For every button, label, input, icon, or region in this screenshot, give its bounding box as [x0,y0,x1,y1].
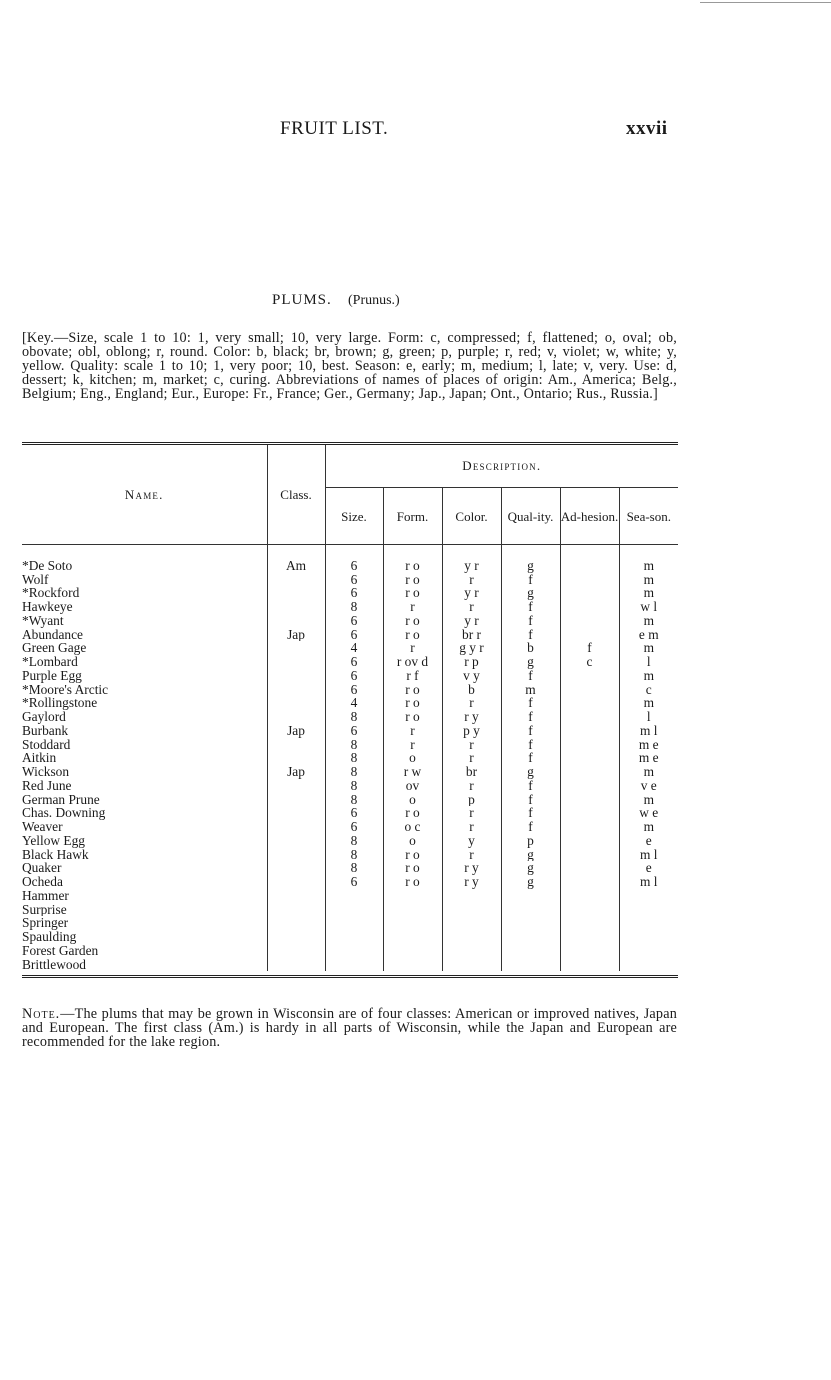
cell-season: m e [638,737,659,752]
table-row [22,655,678,669]
cell-color [442,930,501,944]
cell-color [442,916,501,930]
cell-quality: b [501,641,560,655]
cell-quality: f [501,779,560,793]
cell-adhesion [560,848,619,862]
cell-form: r [383,724,442,738]
cell-name: Surprise [22,903,267,917]
cell-form: r f [383,669,442,683]
key-paragraph: [Key.—Size, scale 1 to 10: 1, very small; 10, very large. Form: c, compressed; f, flattened; o, oval; ob, obovate; obl, oblong; r, round. Color: b, black; br, brown; g, green; p, purple; r, red; v, violet; w, white; y, yellow. Quality: scale 1 to 10; 1, very poor; 10, best. Season: e, early; m, medium; l, late; v, very. Use: d, dessert; k, kitchen; m, market; c, curing. Abbreviations of names of places of origin: Am., America; Belg., Belgium; Eng., England; Eur., Europe: Fr., France; Ger., Germany; Jap., Japan; Ont., Ontario; Rus., Russia.] [22,330,677,402]
table-row [22,765,678,779]
cell-quality [501,903,560,917]
cell-class [267,958,325,972]
table-row [22,696,678,710]
table-row [22,930,678,944]
cell-size: 8 [325,765,383,779]
cell-quality: g [501,655,560,669]
cell-adhesion [560,916,619,930]
cell-class [267,696,325,710]
cell-class [267,820,325,834]
cell-season: e m [638,627,659,642]
cell-adhesion [560,628,619,642]
table-row [22,586,678,600]
cell-class [267,738,325,752]
cell-name: Wolf [22,573,267,587]
cell-name: Purple Egg [22,669,267,683]
table-row [22,820,678,834]
cell-season [619,889,678,903]
cell-name: Black Hawk [22,848,267,862]
cell-size: 4 [325,641,383,655]
cell-color: r [442,820,501,834]
cell-color: r [442,738,501,752]
table-row [22,916,678,930]
cell-name: Wickson [22,765,267,779]
cell-adhesion [560,958,619,972]
cell-color: r y [442,875,501,889]
cell-color [442,958,501,972]
running-head [0,118,831,142]
cell-class [267,669,325,683]
cell-quality: g [501,875,560,889]
cell-class: Am [267,559,325,573]
cell-quality: f [501,724,560,738]
cell-name: *Moore's Arctic [22,683,267,697]
cell-quality: f [501,600,560,614]
cell-adhesion: c [560,655,619,669]
header-form: Form. [383,488,442,545]
cell-name: Green Gage [22,641,267,655]
cell-form: o c [383,820,442,834]
cell-color: r [442,600,501,614]
cell-adhesion [560,586,619,600]
table-row [22,903,678,917]
cell-name: Spaulding [22,930,267,944]
cell-quality: g [501,765,560,779]
cell-size [325,958,383,972]
cell-form: ov [383,779,442,793]
cell-quality [501,889,560,903]
cell-size: 6 [325,875,383,889]
cell-adhesion [560,793,619,807]
cell-class [267,779,325,793]
cell-season: m [643,558,654,573]
cell-adhesion [560,600,619,614]
cell-adhesion [560,820,619,834]
cell-season: m [643,792,654,807]
header-description: Description. [325,445,678,488]
cell-quality: g [501,861,560,875]
cell-form [383,916,442,930]
cell-name: Aitkin [22,751,267,765]
cell-season: l [646,710,651,724]
cell-color: br r [442,628,501,642]
cell-color: r [442,696,501,710]
cell-season: m [643,696,654,710]
cell-color: r y [442,861,501,875]
cell-adhesion [560,751,619,765]
table-row [22,751,678,765]
cell-form: r o [383,614,442,628]
table-row [22,958,678,972]
cell-class: Jap [267,765,325,779]
cell-color: p y [442,724,501,738]
cell-class [267,848,325,862]
cell-season [619,916,678,930]
table-row [22,559,678,573]
cell-class [267,641,325,655]
cell-season: e [645,861,652,875]
cell-name: *Lombard [22,655,267,669]
cell-size: 4 [325,696,383,710]
cell-quality [501,944,560,958]
cell-color: r p [442,655,501,669]
table-body [22,545,678,972]
cell-class [267,944,325,958]
table-row [22,889,678,903]
cell-name: Springer [22,916,267,930]
cell-size: 6 [325,669,383,683]
cell-size: 8 [325,779,383,793]
cell-color: g y r [442,641,501,655]
cell-season: e [645,833,652,848]
cell-form: r o [383,696,442,710]
cell-color: r y [442,710,501,724]
cell-name: *De Soto [22,559,267,573]
cell-name: Forest Garden [22,944,267,958]
table-row [22,600,678,614]
cell-class [267,614,325,628]
cell-season [619,903,678,917]
cell-class [267,861,325,875]
cell-class [267,806,325,820]
table-row [22,738,678,752]
cell-form: o [383,834,442,848]
cell-class [267,683,325,697]
cell-season: m [643,668,654,683]
cell-quality [501,930,560,944]
cell-class [267,903,325,917]
cell-adhesion [560,875,619,889]
header-color: Color. [442,488,501,545]
cell-form [383,903,442,917]
cell-form: r ov d [383,655,442,669]
header-size: Size. [325,488,383,545]
cell-quality: f [501,669,560,683]
cell-adhesion [560,573,619,587]
table-row [22,848,678,862]
cell-adhesion [560,779,619,793]
cell-name: Brittlewood [22,958,267,972]
table-row [22,779,678,793]
cell-name: Yellow Egg [22,834,267,848]
cell-adhesion [560,834,619,848]
cell-season: w e [639,806,659,820]
cell-form: o [383,751,442,765]
cell-adhesion: f [560,641,619,655]
cell-quality [501,916,560,930]
cell-form [383,958,442,972]
table-row [22,793,678,807]
table-row [22,573,678,587]
cell-form: r o [383,806,442,820]
table-row [22,806,678,820]
cell-adhesion [560,861,619,875]
table-row [22,944,678,958]
cell-quality: f [501,614,560,628]
cell-quality: f [501,806,560,820]
table-row [22,861,678,875]
cell-form [383,944,442,958]
cell-form: r o [383,586,442,600]
cell-adhesion [560,683,619,697]
plums-table [22,445,678,971]
cell-quality: g [501,848,560,862]
cell-quality: f [501,573,560,587]
cell-adhesion [560,710,619,724]
table-row [22,724,678,738]
cell-form: r o [383,573,442,587]
cell-size: 6 [325,683,383,697]
cell-quality: f [501,696,560,710]
cell-size: 8 [325,848,383,862]
cell-quality: f [501,793,560,807]
cell-class: Jap [267,628,325,642]
cell-size: 6 [325,614,383,628]
cell-name: Ocheda [22,875,267,889]
cell-quality: f [501,751,560,765]
cell-season: m [643,613,654,628]
cell-color: p [442,793,501,807]
cell-adhesion [560,738,619,752]
cell-adhesion [560,889,619,903]
cell-class [267,875,325,889]
cell-form: r [383,738,442,752]
table-row [22,683,678,697]
cell-quality: f [501,820,560,834]
cell-form: r o [383,861,442,875]
cell-quality: f [501,628,560,642]
cell-quality [501,958,560,972]
cell-class [267,573,325,587]
cell-season: w l [640,600,658,614]
cell-season: m [643,641,654,655]
table-row [22,834,678,848]
note-text: —The plums that may be grown in Wisconsin are of four classes: American or improved natives, Japan and European. The first class (Am.) is hardy in all parts of Wisconsin, while the Japan and European are recommended for the lake region. [22,1006,677,1050]
cell-size: 8 [325,793,383,807]
spacer-row [22,545,678,559]
cell-season [619,944,678,958]
cell-color: r [442,848,501,862]
cell-color: b [442,683,501,697]
cell-quality: m [501,683,560,697]
plums-table-container [22,442,678,978]
cell-form [383,889,442,903]
table-row [22,710,678,724]
cell-name: *Rollingstone [22,696,267,710]
cell-size: 6 [325,559,383,573]
cell-class [267,889,325,903]
header-adhesion: Ad-hesion. [560,488,619,545]
cell-form: r o [383,875,442,889]
cell-class [267,793,325,807]
cell-class [267,655,325,669]
cell-name: Hammer [22,889,267,903]
cell-adhesion [560,944,619,958]
cell-adhesion [560,669,619,683]
table-row [22,875,678,889]
cell-color: y r [442,559,501,573]
page-title: FRUIT LIST. [280,118,389,139]
cell-quality: p [501,834,560,848]
table-bottom-rule [22,975,678,978]
cell-size: 6 [325,573,383,587]
cell-name: Chas. Downing [22,806,267,820]
cell-quality: g [501,559,560,573]
cell-size: 6 [325,820,383,834]
cell-color: br [442,765,501,779]
cell-size: 6 [325,586,383,600]
cell-class [267,600,325,614]
header-season: Sea-son. [619,488,678,545]
cell-name: Gaylord [22,710,267,724]
cell-size [325,903,383,917]
cell-size [325,930,383,944]
cell-name: Abundance [22,628,267,642]
cell-adhesion [560,614,619,628]
cell-form: r o [383,628,442,642]
cell-size: 8 [325,861,383,875]
header-name: Name. [22,445,267,545]
cell-color [442,944,501,958]
cell-adhesion [560,765,619,779]
cell-name: Hawkeye [22,600,267,614]
cell-class: Jap [267,724,325,738]
cell-season: m [643,820,654,834]
cell-season [619,958,678,972]
cell-color: y [442,834,501,848]
cell-color [442,889,501,903]
cell-adhesion [560,806,619,820]
cell-color: r [442,573,501,587]
cell-form: o [383,793,442,807]
cell-size: 6 [325,655,383,669]
cell-form: r o [383,683,442,697]
cell-quality: f [501,710,560,724]
cell-color: r [442,779,501,793]
cell-season: c [645,682,652,697]
cell-season: m e [638,751,659,765]
cell-size: 6 [325,724,383,738]
cell-name: Quaker [22,861,267,875]
cell-form: r o [383,710,442,724]
cell-size [325,944,383,958]
note-paragraph [22,1007,677,1049]
cell-size: 8 [325,600,383,614]
cell-class [267,751,325,765]
cell-class [267,916,325,930]
cell-adhesion [560,559,619,573]
cell-class [267,834,325,848]
cell-name: Weaver [22,820,267,834]
cell-color: y r [442,614,501,628]
section-title-main: PLUMS. [272,292,332,308]
cell-size [325,916,383,930]
cell-quality: g [501,586,560,600]
cell-adhesion [560,903,619,917]
cell-season: m l [640,723,658,738]
cell-form: r w [383,765,442,779]
table-row [22,628,678,642]
cell-season: l [646,655,651,669]
cell-name: Stoddard [22,738,267,752]
cell-season: m l [640,847,658,862]
cell-season: m [643,572,654,587]
top-edge-rule [700,2,831,3]
table-row [22,614,678,628]
cell-color [442,903,501,917]
cell-size: 6 [325,628,383,642]
cell-size: 8 [325,738,383,752]
cell-class [267,710,325,724]
cell-name: Burbank [22,724,267,738]
cell-color: v y [442,669,501,683]
note-lead: Note. [22,1006,61,1022]
cell-form: r [383,641,442,655]
cell-adhesion [560,724,619,738]
cell-adhesion [560,930,619,944]
cell-color: y r [442,586,501,600]
header-quality: Qual-ity. [501,488,560,545]
cell-form: r o [383,559,442,573]
cell-form: r [383,600,442,614]
cell-color: r [442,751,501,765]
section-title-subtitle: (Prunus.) [348,293,400,308]
header-class: Class. [267,445,325,545]
cell-adhesion [560,696,619,710]
cell-class [267,586,325,600]
page-number: xxvii [626,118,668,139]
cell-size: 8 [325,710,383,724]
cell-season: v e [640,778,657,793]
cell-class [267,930,325,944]
cell-size [325,889,383,903]
table-row [22,641,678,655]
cell-color: r [442,806,501,820]
cell-season: m l [640,875,658,889]
cell-size: 8 [325,834,383,848]
cell-season [619,930,678,944]
cell-form [383,930,442,944]
cell-quality: f [501,738,560,752]
cell-size: 6 [325,806,383,820]
cell-season: m [643,765,654,779]
cell-name: Red June [22,779,267,793]
cell-name: *Rockford [22,586,267,600]
cell-name: German Prune [22,793,267,807]
cell-name: *Wyant [22,614,267,628]
table-row [22,669,678,683]
cell-season: m [643,586,654,600]
cell-size: 8 [325,751,383,765]
cell-form: r o [383,848,442,862]
